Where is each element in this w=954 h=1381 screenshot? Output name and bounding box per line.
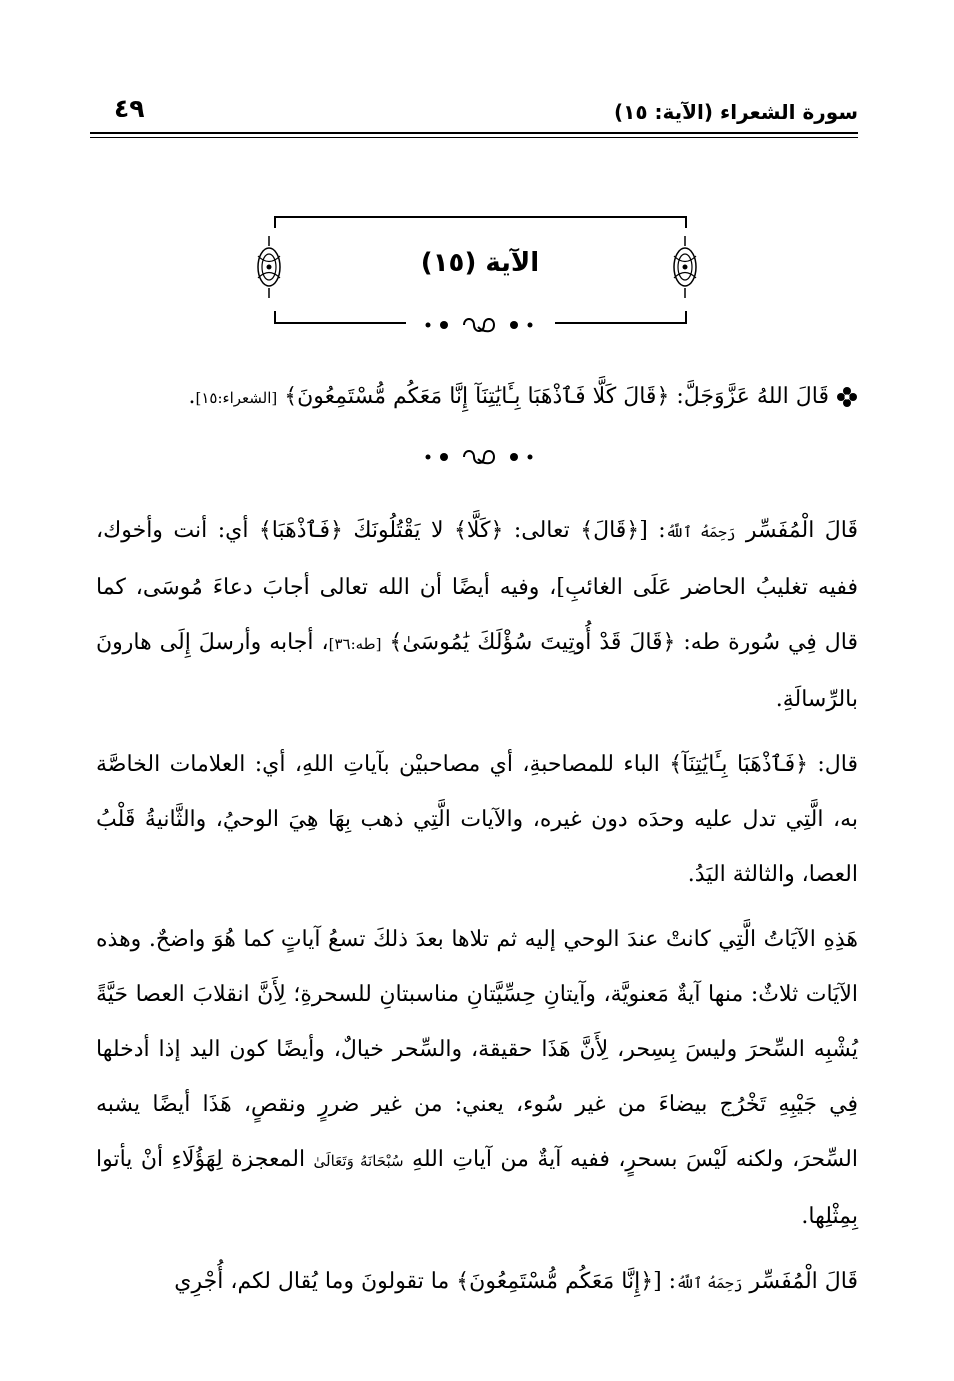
commentary-body <box>96 503 858 1311</box>
honorific: رَحِمَهُ ٱللَّهُ <box>676 1274 743 1292</box>
honorific: سُبْحَانَهُ وَتَعَالَىٰ <box>313 1152 404 1170</box>
ornament-knot-icon <box>672 236 698 298</box>
paragraph <box>96 912 858 1244</box>
paragraph-text: : [﴿قَالَ﴾ تعالى: ﴿كَلَّا﴾ لا يَقْتُلُونَكَ ﴿فَٱذْهَبَا﴾ أي: أنت وأخوك، ففيه تغليبُ الحاضر عَلَى الغائبِ]، وفيه أيضًا أن الله تعالى أجابَ دعاءَ مُوسَى، كما قال فِي سُورة طه: ﴿قَالَ قَدْ أُوتِيتَ سُؤْلَكَ يَٰمُوسَىٰ﴾ <box>96 518 858 655</box>
paragraph-text: هَذِهِ الآيَاتُ الَّتِي كانتْ عندَ الوحي إليه ثم تلاها بعدَ ذلكَ تسعُ آياتٍ كما هُوَ واضحٌ. وهذه الآيَات ثلاثٌ: منها آيةٌ مَعنويَّة، وآيتانِ حِسِّيَّتانِ مناسبتانِ للسحرةِ؛ لِأَنَّ انقلابَ العصا حَيَّةً يُشْبِه السِّحرَ وليسَ بِسِحر، لِأَنَّ هَذَا حقيقة، والسِّحر خيالٌ، وأيضًا كون اليد إذا أدخلها فِي جَيْبِهِ تَخْرُج بيضاءَ من غير سُوء، يعني: من غير ضررٍ ونقصٍ، هَذَا أيضًا يشبه السِّحرَ، ولكنه لَيْسَ بسحرٍ، ففيه آيةٌ من آياتِ اللهِ <box>96 927 858 1172</box>
title-frame-bottom-right <box>555 322 687 324</box>
flower-bullet-icon <box>836 386 858 408</box>
header-rule-thin <box>90 137 858 138</box>
paragraph-text: المعجزة لِهَؤُلَاءِ أنْ يأتوا بِمِثْلِها. <box>96 1147 858 1229</box>
page-number: ٤٩ <box>114 94 145 123</box>
paragraph-text: قَالَ الْمُفَسِّر <box>735 518 858 543</box>
title-frame-corner <box>685 311 687 323</box>
title-frame-top <box>274 216 686 218</box>
verse-quote: ﴿قَالَ كَلَّا فَٱذْهَبَا بِـَٔايَٰتِنَآ إِنَّا مَعَكُم مُّسْتَمِعُونَ﴾ <box>284 384 670 409</box>
verse-source: [الشعراء:١٥] <box>195 389 278 407</box>
verse-intro: قَالَ اللهُ عَزَّوَجَلَّ: <box>676 384 829 409</box>
verse-end: . <box>188 384 196 409</box>
paragraph <box>96 503 858 727</box>
ornament-divider-icon <box>416 313 546 337</box>
paragraph <box>96 1254 858 1311</box>
paragraph: قال: ﴿فَٱذْهَبَا بِـَٔايَٰتِنَآ﴾ الباء للمصاحبةِ، أي مصاحبيْن بآياتِ اللهِ، أي: العلامات الخاصَّة به، الَّتِي تدل عليه وحدَه دون غيره، والآيات الَّتِي ذهب بِهَا هِيَ الوحيُ، والثَّانيةُ قَلْبُ العصا، والثالثة اليَدُ. <box>96 752 858 887</box>
section-title: الآية (١٥) <box>420 248 540 278</box>
surah-title: سورة الشعراء (الآية: ١٥) <box>613 100 858 124</box>
honorific: رَحِمَهُ ٱللَّهُ <box>665 523 736 541</box>
paragraph-text: قَالَ الْمُفَسِّر <box>742 1269 858 1294</box>
title-frame-corner <box>685 216 687 228</box>
ornament-divider-icon <box>416 445 546 469</box>
paragraph-text: : [﴿إِنَّا مَعَكُم مُّسْتَمِعُونَ﴾ ما تقولونَ وما يُقال لكم، أُجْرِي <box>174 1269 677 1294</box>
paragraph-text: ، أجابه وأرسلَ إِلَى هارونَ بالرِّسالَةِ. <box>96 630 858 712</box>
title-frame-corner <box>274 216 276 228</box>
ornament-knot-icon <box>256 236 282 298</box>
running-header <box>90 94 858 134</box>
title-frame-bottom-left <box>274 322 406 324</box>
header-rule-thick <box>90 132 858 134</box>
verse-reference: [طه:٣٦] <box>328 635 382 653</box>
quran-verse <box>92 375 858 420</box>
title-frame-corner <box>274 311 276 323</box>
